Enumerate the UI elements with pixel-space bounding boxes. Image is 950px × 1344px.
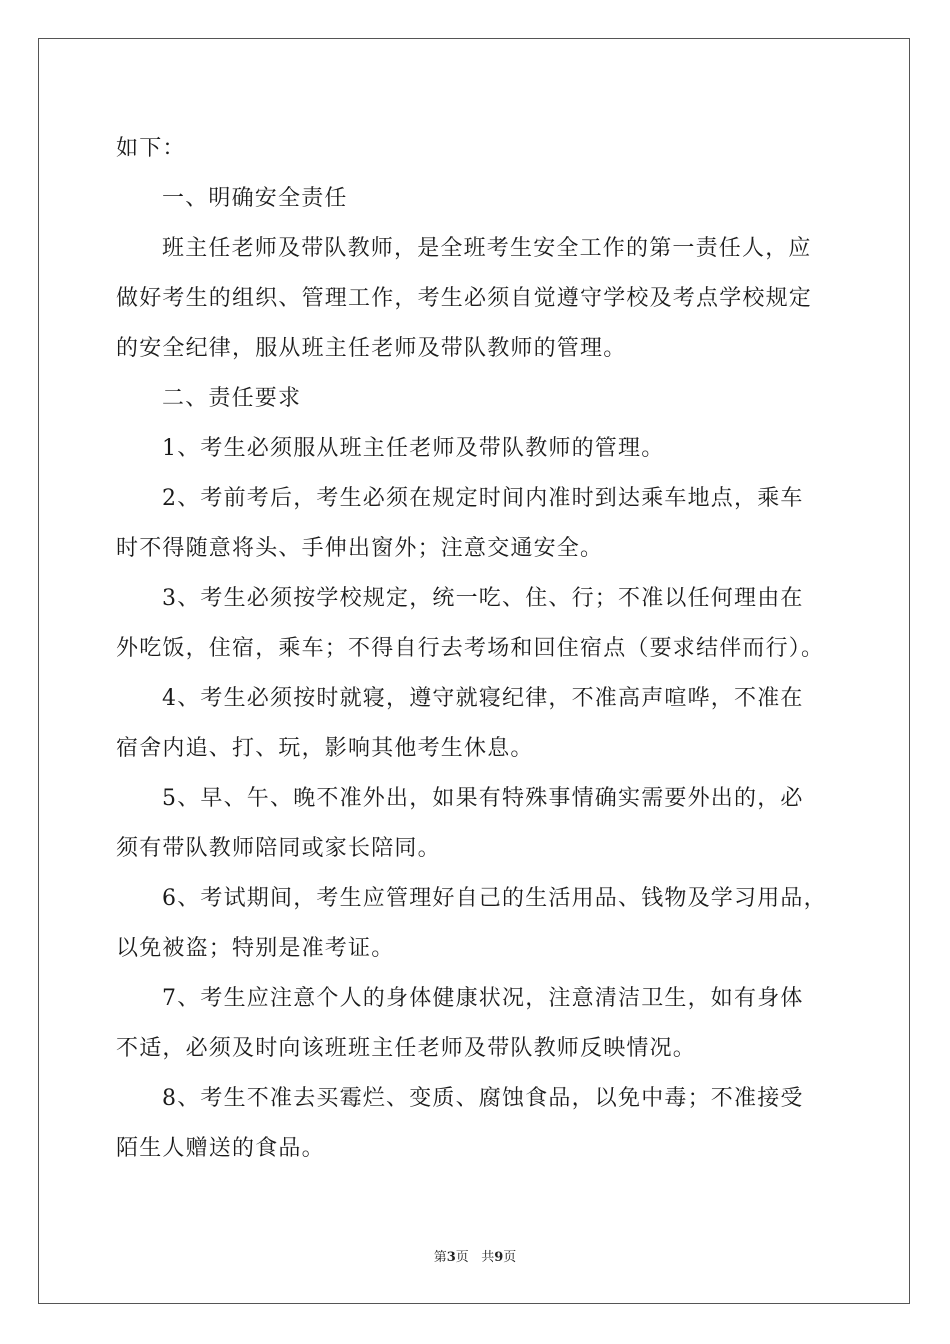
footer-prefix: 第 <box>433 1250 447 1265</box>
text-line: 不适，必须及时向该班班主任老师及带队教师反映情况。 <box>116 1036 697 1061</box>
text-line: 2、考前考后，考生必须在规定时间内准时到达乘车地点，乘车 <box>162 486 804 511</box>
text-line: 须有带队教师陪同或家长陪同。 <box>116 836 441 861</box>
text-line: 以免被盗；特别是准考证。 <box>116 936 395 961</box>
text-line: 5、早、午、晚不准外出，如果有特殊事情确实需要外出的，必 <box>162 786 804 811</box>
document-body <box>116 124 836 1174</box>
text-line: 的安全纪律，服从班主任老师及带队教师的管理。 <box>116 336 627 361</box>
text-line: 时不得随意将头、手伸出窗外；注意交通安全。 <box>116 536 604 561</box>
text-line: 二、责任要求 <box>162 386 302 411</box>
text-line: 6、考试期间，考生应管理好自己的生活用品、钱物及学习用品， <box>162 886 827 911</box>
text-line: 外吃饭，住宿，乘车；不得自行去考场和回住宿点（要求结伴而行）。 <box>116 636 825 661</box>
text-line: 一、明确安全责任 <box>162 186 348 211</box>
text-line: 4、考生必须按时就寝，遵守就寝纪律，不准高声喧哗，不准在 <box>162 686 804 711</box>
footer-total-prefix: 共 <box>481 1250 495 1265</box>
text-line: 做好考生的组织、管理工作，考生必须自觉遵守学校及考点学校规定 <box>116 286 813 311</box>
text-line: 如下： <box>116 136 186 161</box>
total-page-count: 9 <box>494 1250 504 1265</box>
text-line: 7、考生应注意个人的身体健康状况，注意清洁卫生，如有身体 <box>162 986 804 1011</box>
text-line: 班主任老师及带队教师，是全班考生安全工作的第一责任人，应 <box>162 236 812 261</box>
text-line: 陌生人赠送的食品。 <box>116 1136 325 1161</box>
current-page-number: 3 <box>446 1250 456 1265</box>
text-line: 3、考生必须按学校规定，统一吃、住、行；不准以任何理由在 <box>162 586 804 611</box>
footer-page-suffix: 页 <box>455 1250 469 1265</box>
footer-total-suffix: 页 <box>503 1250 517 1265</box>
text-line: 8、考生不准去买霉烂、变质、腐蚀食品，以免中毒；不准接受 <box>162 1086 804 1111</box>
text-line: 宿舍内追、打、玩，影响其他考生休息。 <box>116 736 534 761</box>
page-footer <box>0 1246 950 1265</box>
text-line: 1、考生必须服从班主任老师及带队教师的管理。 <box>162 436 665 461</box>
